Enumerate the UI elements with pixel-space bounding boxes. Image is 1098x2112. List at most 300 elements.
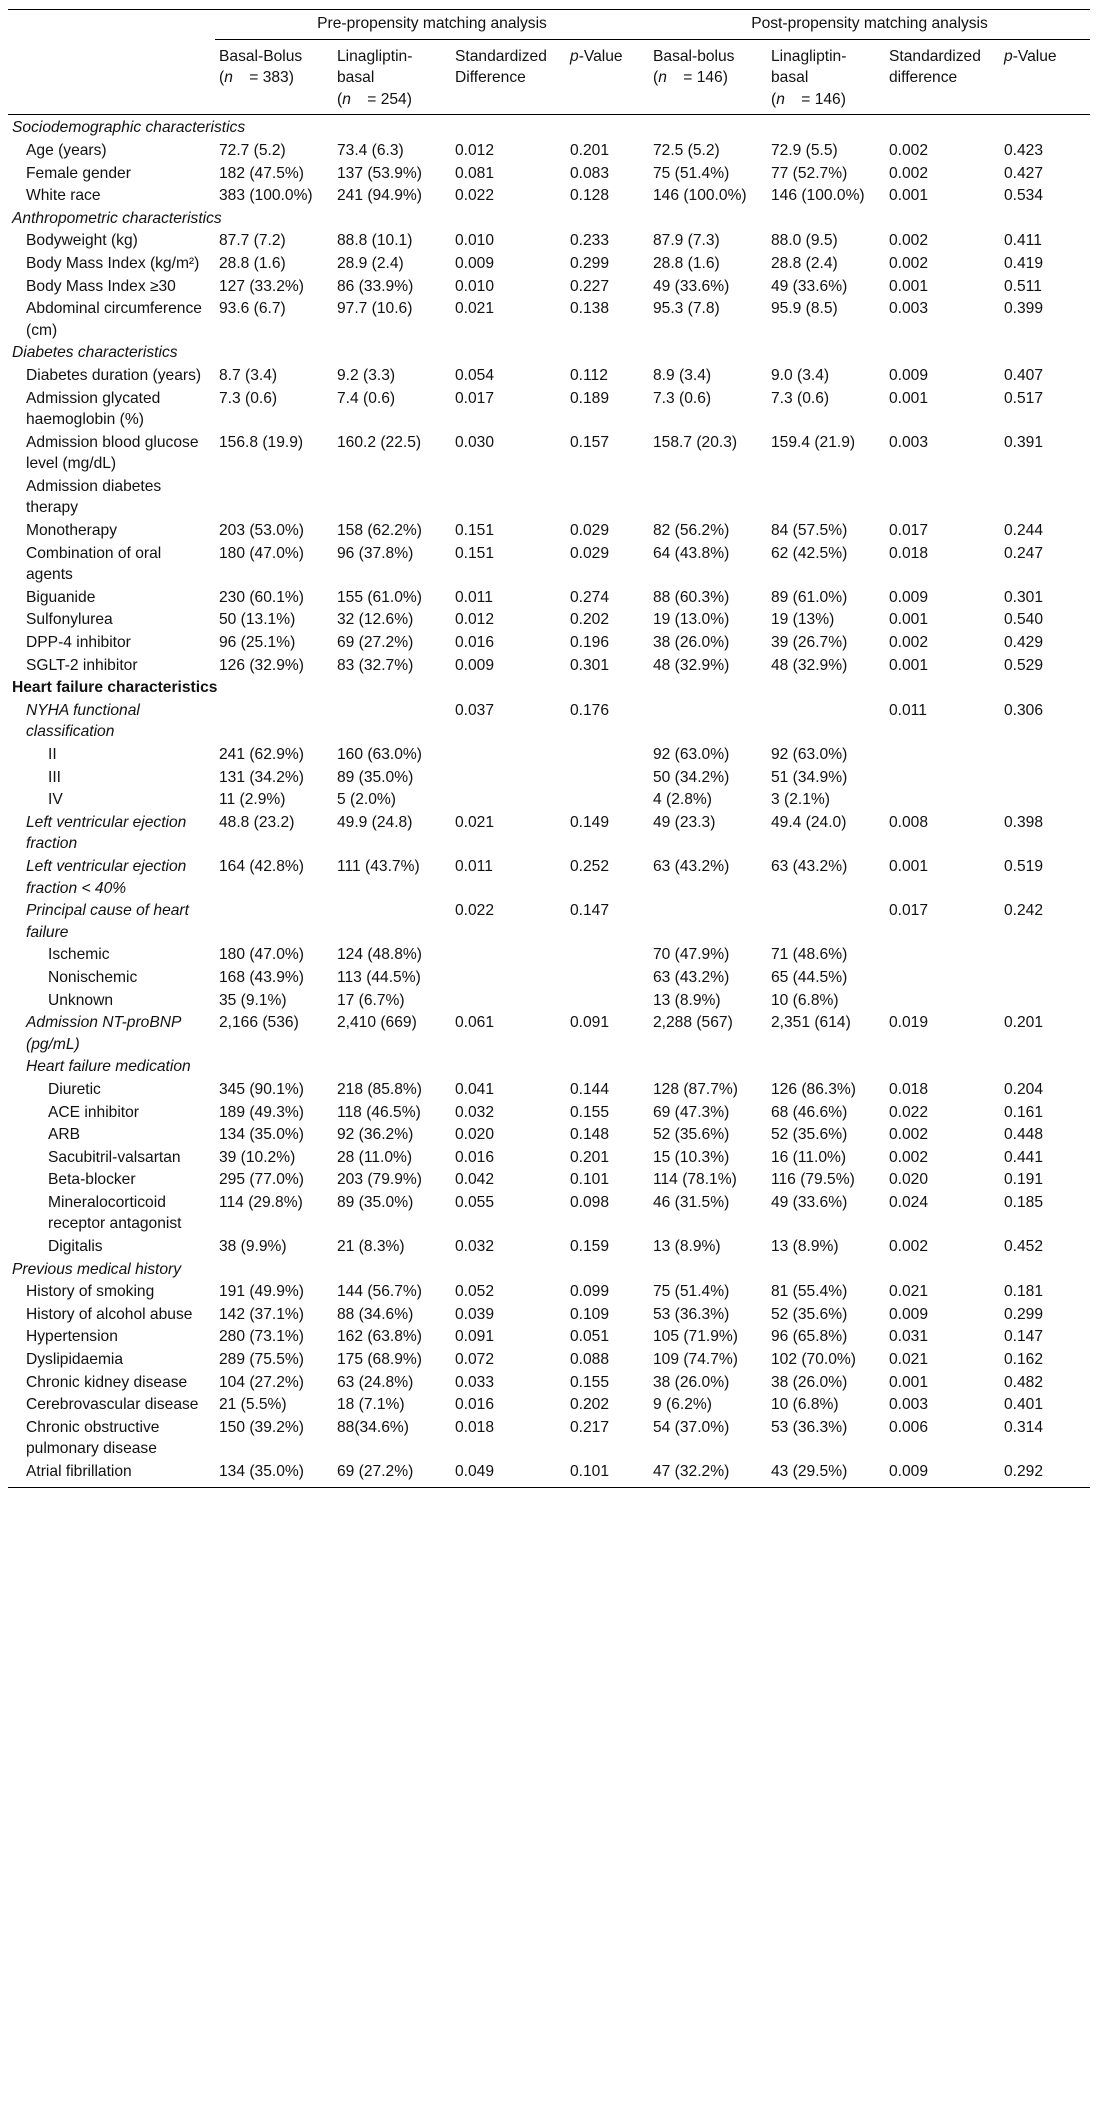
table-cell: 2,166 (536) [219,1014,299,1032]
table-cell: 0.011 [455,588,493,606]
table-cell: 0.128 [570,187,610,205]
table-cell: 102 (70.0%) [771,1351,856,1369]
table-cell: 16 (11.0%) [771,1148,847,1166]
table-cell: 63 (43.2%) [653,968,730,986]
table-cell: 0.003 [889,433,929,451]
table-cell: 144 (56.7%) [337,1283,422,1301]
table-cell: 150 (39.2%) [219,1418,304,1436]
table-cell: 182 (47.5%) [219,164,304,182]
table-cell: 0.306 [1004,701,1044,719]
table-cell: 105 (71.9%) [653,1328,738,1346]
table-cell: 13 (8.9%) [653,991,721,1009]
table-cell: 83 (32.7%) [337,656,414,674]
table-cell: 0.017 [889,902,929,920]
col-header-n: 254 [380,90,407,108]
table-cell: 0.009 [889,366,929,384]
table-cell: 0.101 [570,1171,610,1189]
table-cell: 19 (13%) [771,611,835,629]
table-row [8,1461,1090,1487]
table-cell: 0.009 [889,588,929,606]
table-cell: 53 (36.3%) [771,1418,848,1436]
table-cell: 0.001 [889,277,929,295]
table-cell: 0.018 [889,1080,929,1098]
table-cell: 13 (8.9%) [771,1238,839,1256]
row-label: Nonischemic [48,968,138,986]
table-cell: 0.091 [570,1014,610,1032]
section-row [8,677,1090,700]
table-row [8,856,1090,900]
table-cell: 0.429 [1004,634,1044,652]
table-cell: 0.517 [1004,389,1044,407]
table-row [8,1147,1090,1170]
table-cell: 9.2 (3.3) [337,366,396,384]
table-cell: 0.024 [889,1193,929,1211]
table-cell [451,944,566,967]
table-row [8,655,1090,678]
table-cell: 0.157 [570,433,610,451]
table-cell: 89 (61.0%) [771,588,848,606]
table-cell: 75 (51.4%) [653,1283,730,1301]
table-row [8,967,1090,990]
col-header-name: Linagliptin-basal [771,47,847,87]
table-cell: 160.2 (22.5) [337,433,422,451]
baseline-characteristics-table [8,9,1090,1488]
table-cell: 0.101 [566,1461,649,1487]
table-cell: 0.162 [1004,1351,1044,1369]
table-cell: 241 (62.9%) [219,746,304,763]
table-cell: 127 (33.2%) [219,277,304,295]
table-cell: 0.020 [889,1171,929,1189]
table-cell: 50 (34.2%) [653,768,730,786]
table-cell: 0.511 [1004,277,1042,295]
table-cell: 131 (34.2%) [219,768,304,786]
table-cell: 49 (33.6%) [771,1193,848,1211]
table-cell: 0.032 [455,1238,495,1256]
table-row [8,700,1090,744]
table-cell [1000,476,1090,520]
table-cell: 114 (29.8%) [219,1193,303,1211]
table-cell: 146 (100.0%) [653,187,747,205]
table-cell: 69 (27.2%) [333,1461,451,1487]
table-cell [333,700,451,744]
table-cell: 0.010 [455,277,495,295]
table-cell [885,476,1000,520]
table-cell: 0.002 [889,254,929,272]
row-label: Age (years) [26,141,107,159]
row-label: Principal cause of heart failure [26,902,189,941]
row-label: Bodyweight (kg) [26,232,138,250]
table-cell: 180 (47.0%) [219,544,304,562]
table-cell: 21 (5.5%) [219,1396,287,1414]
table-cell: 11 (2.9%) [219,791,286,809]
table-cell [451,990,566,1013]
table-cell: 0.032 [455,1103,495,1121]
table-cell: 15 (10.3%) [653,1148,730,1166]
table-cell: 8.9 (3.4) [653,366,712,384]
table-row [8,1012,1090,1056]
table-row [8,1304,1090,1327]
table-cell: 146 (100.0%) [771,187,865,205]
table-cell: 0.016 [455,1148,495,1166]
table-cell: 0.009 [889,1305,929,1323]
row-label: Abdominal circumference (cm) [26,300,202,339]
table-cell: 49 (23.3) [653,813,716,831]
section-heading: Heart failure characteristics [12,679,218,697]
table-cell: 0.314 [1004,1418,1044,1436]
table-cell: 0.016 [455,634,495,652]
table-cell: 0.227 [570,277,610,295]
table-cell: 155 (61.0%) [337,588,422,606]
table-cell: 73.4 (6.3) [337,141,404,159]
table-cell [451,476,566,520]
col-header-n: 146 [814,90,841,108]
table-body [8,115,1090,1487]
table-cell: 0.008 [889,813,929,831]
table-cell [1000,767,1090,790]
table-cell: 0.176 [570,701,610,719]
row-label: III [48,768,61,786]
table-cell: 0.020 [455,1126,495,1144]
table-cell [885,744,1000,767]
table-cell: 46 (31.5%) [653,1193,730,1211]
table-cell: 8.7 (3.4) [219,366,278,384]
table-cell: 0.030 [455,433,495,451]
row-label: Chronic kidney disease [26,1373,188,1391]
section-heading: Sociodemographic characteristics [12,119,246,137]
table-cell [566,744,649,767]
table-cell: 0.274 [570,588,610,606]
section-row [8,342,1090,365]
table-cell: 0.452 [1004,1238,1044,1256]
row-label: Diabetes duration (years) [26,366,202,384]
table-row [8,298,1090,342]
table-cell [1000,1056,1090,1079]
group-header-post: Post-propensity matching analysis [649,10,1090,40]
table-cell: 51 (34.9%) [771,768,848,786]
table-cell: 17 (6.7%) [337,991,405,1009]
table-cell: 0.189 [570,389,610,407]
table-cell: 88 (60.3%) [653,588,730,606]
table-cell: 0.519 [1004,857,1044,875]
row-label: History of smoking [26,1283,155,1301]
row-label: Unknown [48,991,114,1009]
table-cell: 0.401 [1004,1396,1044,1414]
table-cell: 49 (33.6%) [653,277,730,295]
table-cell: 0.482 [1004,1373,1044,1391]
table-cell: 0.001 [889,389,929,407]
table-cell [1000,789,1090,812]
table-cell: 28.8 (1.6) [653,254,720,272]
table-cell: 35 (9.1%) [219,991,287,1009]
table-cell: 0.009 [455,656,495,674]
table-cell: 93.6 (6.7) [219,300,286,318]
table-cell: 49 (33.6%) [771,277,848,295]
table-cell: 0.003 [889,300,929,318]
table-cell: 0.039 [455,1305,495,1323]
table-row [8,1394,1090,1417]
row-label: SGLT-2 inhibitor [26,656,138,674]
table-cell: 21 (8.3%) [337,1238,405,1256]
section-row [8,1259,1090,1282]
table-cell: 0.021 [455,300,495,318]
table-cell: 203 (53.0%) [219,522,304,540]
row-label: Ischemic [48,946,110,964]
table-cell: 0.399 [1004,300,1044,318]
table-cell: 70 (47.9%) [653,946,730,964]
col-header-basal-bolus-post: Basal-bolus (n = 146) [649,39,767,115]
table-cell: 28.9 (2.4) [337,254,404,272]
table-row [8,587,1090,610]
table-cell: 81 (55.4%) [771,1283,848,1301]
col-header-n: 146 [696,69,723,87]
table-cell: 0.151 [455,544,495,562]
table-cell: 0.017 [889,522,929,540]
table-cell [333,1056,451,1079]
table-cell: 0.144 [570,1080,610,1098]
table-cell: 0.202 [570,611,610,629]
table-cell: 0.002 [889,1238,929,1256]
table-cell: 43 (29.5%) [767,1461,885,1487]
table-row [8,1281,1090,1304]
table-cell: 111 (43.7%) [337,857,420,875]
table-cell: 63 (43.2%) [771,857,848,875]
table-cell: 38 (9.9%) [219,1238,287,1256]
table-cell: 0.151 [455,522,495,540]
table-cell: 113 (44.5%) [337,968,421,986]
table-cell: 88(34.6%) [337,1418,409,1436]
table-cell: 0.201 [570,1148,610,1166]
table-cell: 0.001 [889,611,929,629]
table-cell: 89 (35.0%) [337,1193,414,1211]
col-header-linagliptin-basal-post: Linagliptin-basal (n = 146) [767,39,885,115]
table-cell [215,700,333,744]
table-cell: 158 (62.2%) [337,522,422,540]
header-corner [8,10,215,40]
table-cell: 0.138 [570,300,610,318]
section-row [8,115,1090,140]
table-cell: 7.3 (0.6) [771,389,830,407]
table-row [8,476,1090,520]
table-cell: 0.011 [889,701,927,719]
table-row [8,1372,1090,1395]
table-cell: 0.155 [570,1373,610,1391]
table-cell: 52 (35.6%) [653,1126,730,1144]
table-cell: 0.021 [889,1351,929,1369]
table-cell: 134 (35.0%) [215,1461,333,1487]
table-cell: 19 (13.0%) [653,611,730,629]
row-label: ACE inhibitor [48,1103,140,1121]
table-cell: 2,410 (669) [337,1014,417,1032]
table-cell [566,944,649,967]
table-cell [215,476,333,520]
table-cell: 0.012 [455,611,495,629]
table-cell: 86 (33.9%) [337,277,414,295]
table-cell: 4 (2.8%) [653,791,712,809]
table-cell: 0.002 [889,232,929,250]
table-cell: 0.181 [1004,1283,1044,1301]
table-cell: 0.299 [1004,1305,1044,1323]
table-cell: 68 (46.6%) [771,1103,848,1121]
table-cell: 77 (52.7%) [771,164,848,182]
table-row [8,365,1090,388]
table-cell: 9.0 (3.4) [771,366,830,384]
table-cell: 126 (32.9%) [219,656,304,674]
table-cell: 0.001 [889,857,929,875]
col-header-name: Basal-bolus [653,47,735,65]
table-cell: 168 (43.9%) [219,968,304,986]
table-cell [451,767,566,790]
table-cell: 32 (12.6%) [337,611,414,629]
table-cell: 295 (77.0%) [219,1171,304,1189]
table-cell: 0.021 [889,1283,929,1301]
row-label: Body Mass Index ≥30 [26,277,176,295]
table-cell: 0.244 [1004,522,1044,540]
table-cell: 7.3 (0.6) [219,389,278,407]
row-label: Chronic obstructive pulmonary disease [26,1418,160,1458]
table-row [8,163,1090,186]
table-row [8,609,1090,632]
table-cell: 118 (46.5%) [337,1103,421,1121]
table-cell: 0.159 [570,1238,610,1256]
table-row [8,230,1090,253]
table-row [8,520,1090,543]
table-cell: 48 (32.9%) [653,656,730,674]
table-cell: 0.398 [1004,813,1044,831]
table-cell: 95.9 (8.5) [771,300,838,318]
table-cell: 38 (26.0%) [771,1373,848,1391]
table-row [8,185,1090,208]
table-cell: 64 (43.8%) [653,544,730,562]
table-cell: 72.7 (5.2) [219,141,286,159]
table-cell: 175 (68.9%) [337,1351,422,1369]
table-row [8,632,1090,655]
col-header-linagliptin-basal-pre: Linagliptin-basal (n = 254) [333,39,451,115]
table-cell: 289 (75.5%) [219,1351,304,1369]
table-cell: 114 (78.1%) [653,1171,737,1189]
row-label: Beta-blocker [48,1171,136,1189]
table-cell: 0.009 [455,254,495,272]
row-label: Admission diabetes therapy [26,477,162,517]
col-header-n: 383 [262,69,289,87]
table-cell: 69 (47.3%) [653,1103,730,1121]
table-cell: 0.022 [455,902,495,920]
table-cell [767,900,885,944]
table-cell: 128 (87.7%) [653,1080,738,1098]
table-cell [333,476,451,520]
table-row [8,900,1090,944]
table-cell: 158.7 (20.3) [653,433,738,451]
table-row [8,1079,1090,1102]
table-cell: 63 (43.2%) [653,857,730,875]
col-header-name: Linagliptin-basal [337,47,413,87]
table-cell: 0.012 [455,141,495,159]
table-cell [215,900,333,944]
table-cell: 52 (35.6%) [771,1305,848,1323]
table-cell: 95.3 (7.8) [653,300,720,318]
table-cell: 383 (100.0%) [219,187,313,205]
row-label: Sulfonylurea [26,611,113,629]
table-cell: 0.009 [885,1461,1000,1487]
table-cell: 96 (65.8%) [771,1328,848,1346]
table-cell: 280 (73.1%) [219,1328,304,1346]
table-cell: 5 (2.0%) [337,791,396,809]
section-heading: Anthropometric characteristics [12,209,222,227]
table-cell [885,967,1000,990]
row-label: Cerebrovascular disease [26,1396,199,1414]
table-row [8,253,1090,276]
table-cell: 0.299 [570,254,610,272]
table-cell: 0.051 [570,1328,610,1346]
section-heading: Diabetes characteristics [12,344,178,362]
table-cell [566,767,649,790]
table-cell: 203 (79.9%) [337,1171,422,1189]
row-label: Atrial fibrillation [8,1461,215,1487]
table-cell: 0.033 [455,1373,495,1391]
table-cell [767,700,885,744]
table-cell: 0.191 [1004,1171,1044,1189]
table-cell: 0.001 [889,1373,929,1391]
table-cell: 0.407 [1004,366,1044,384]
table-cell: 0.534 [1004,187,1044,205]
table-cell [649,1056,767,1079]
table-cell: 159.4 (21.9) [771,433,856,451]
table-cell [885,990,1000,1013]
table-cell: 0.147 [570,902,610,920]
table-cell: 0.011 [455,857,493,875]
group-header-pre: Pre-propensity matching analysis [215,10,649,40]
table-cell: 0.419 [1004,254,1044,272]
table-cell: 0.149 [570,813,610,831]
table-cell: 2,288 (567) [653,1014,733,1032]
table-cell: 53 (36.3%) [653,1305,730,1323]
table-cell: 0.022 [889,1103,929,1121]
table-cell [566,789,649,812]
table-cell [566,967,649,990]
table-row [8,1236,1090,1259]
table-row [8,432,1090,476]
table-cell: 0.301 [570,656,610,674]
row-label: Female gender [26,164,131,182]
table-cell: 116 (79.5%) [771,1171,855,1189]
table-cell: 0.540 [1004,611,1044,629]
table-row [8,1192,1090,1236]
table-cell: 39 (10.2%) [219,1148,296,1166]
table-cell: 88.0 (9.5) [771,232,838,250]
table-cell: 0.081 [455,164,495,182]
table-cell: 9 (6.2%) [653,1396,712,1414]
table-cell: 7.4 (0.6) [337,389,396,407]
table-cell: 48.8 (23.2) [219,813,295,831]
table-cell: 0.072 [455,1351,495,1369]
table-cell [885,767,1000,790]
table-cell: 0.098 [570,1193,610,1211]
table-cell: 69 (27.2%) [337,634,414,652]
table-cell [1000,967,1090,990]
table-row [8,140,1090,163]
table-cell: 0.037 [455,701,495,719]
table-cell: 0.016 [455,1396,495,1414]
col-header-std-diff-pre: Standardized Difference [451,39,566,115]
table-cell: 82 (56.2%) [653,522,730,540]
table-cell [451,744,566,767]
table-cell: 28.8 (1.6) [219,254,286,272]
table-row [8,1326,1090,1349]
table-row [8,1102,1090,1125]
table-cell: 0.099 [570,1283,610,1301]
table-cell: 160 (63.0%) [337,746,422,763]
table-cell: 137 (53.9%) [337,164,422,182]
table-cell: 92 (63.0%) [771,746,848,763]
